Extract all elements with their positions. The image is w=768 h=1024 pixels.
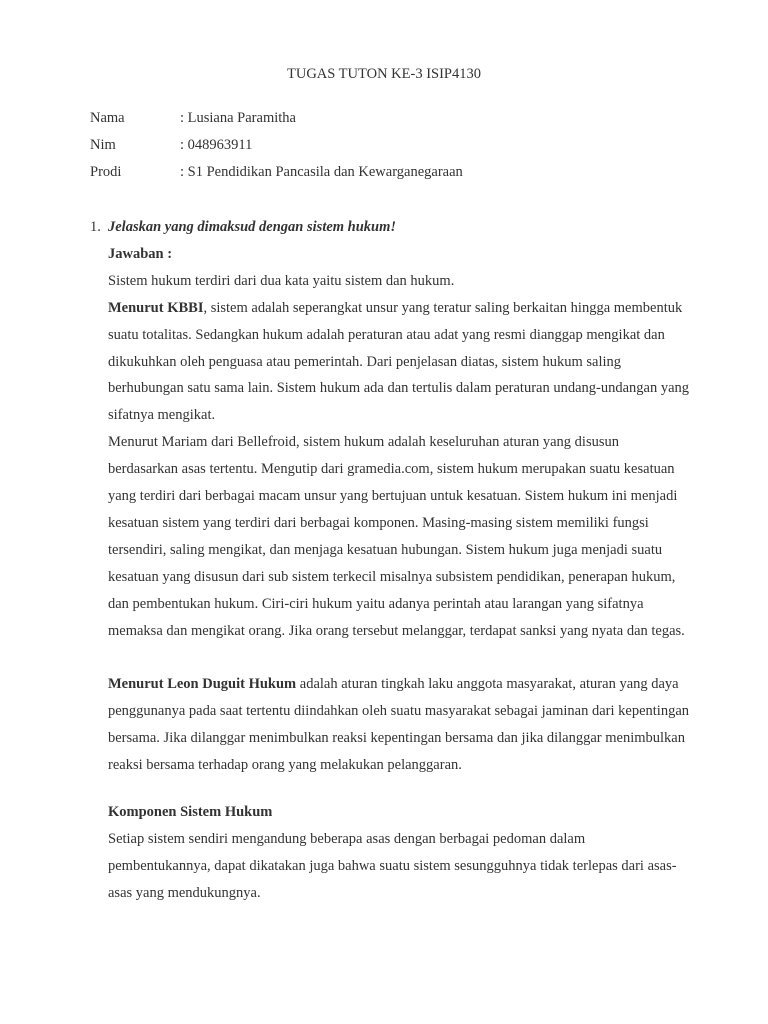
- paragraph-1: Sistem hukum terdiri dari dua kata yaitu sistem dan hukum.: [108, 272, 455, 289]
- question-text: Jelaskan yang dimaksud dengan sistem hukum!: [108, 219, 397, 235]
- question-number: 1.: [90, 219, 101, 235]
- question-row: [90, 214, 690, 241]
- info-value: : Lusiana Paramitha: [180, 110, 296, 126]
- info-row-name: [90, 108, 463, 135]
- info-value: : S1 Pendidikan Pancasila dan Kewarganegaraan: [180, 164, 463, 180]
- spacer: [108, 645, 690, 672]
- paragraph-3: Menurut Mariam dari Bellefroid, sistem hukum adalah keseluruhan aturan yang disusun berdasarkan asas tertentu. Mengutip dari gramedia.com, sistem hukum merupakan suatu kesatuan yang terdiri dari berbagai macam unsur yang bertujuan untuk kesatuan. Sistem hukum ini menjadi kesatuan sistem yang terdiri dari berbagai komponen. Masing-masing sistem memiliki fungsi tersendiri, saling mengikat, dan menjaga kesatuan hubungan. Sistem hukum juga menjadi suatu kesatuan yang disusun dari sub sistem terkecil misalnya subsistem pendidikan, penerapan hukum, dan pembentukan hukum. Ciri-ciri hukum yaitu adanya perintah atau larangan yang sifatnya memaksa dan mengikat orang. Jika orang tersebut melanggar, terdapat sanksi yang nyata dan tegas.: [108, 434, 685, 639]
- paragraph-5: Setiap sistem sendiri mengandung beberapa asas dengan berbagai pedoman dalam pembentukannya, dapat dikatakan juga bahwa suatu sistem sesungguhnya tidak terlepas dari asas-asas yang mendukungnya.: [108, 830, 677, 901]
- paragraph-4-lead: Menurut Leon Duguit Hukum: [108, 676, 297, 693]
- document-body: [90, 214, 690, 907]
- info-label: Nama: [90, 110, 125, 126]
- info-label: Prodi: [90, 164, 122, 180]
- answer-block: [108, 241, 690, 907]
- info-row-nim: [90, 135, 463, 162]
- spacer: [108, 779, 690, 799]
- info-label: Nim: [90, 137, 116, 153]
- paragraph-4-text: adalah aturan tingkah laku anggota masyarakat, aturan yang daya penggunanya pada saat tertentu diindahkan oleh suatu masyarakat sebagai jaminan dari kepentingan bersama. Jika dilanggar menimbulkan reaksi kepentingan bersama dan jika dilanggar menimbulkan reaksi bersama terhadap orang yang melakukan pelanggaran.: [108, 676, 689, 774]
- paragraph-2: [108, 295, 690, 430]
- section-heading: Komponen Sistem Hukum: [108, 804, 273, 821]
- info-row-prodi: [90, 162, 463, 189]
- info-value: : 048963911: [180, 137, 253, 153]
- document-title: TUGAS TUTON KE-3 ISIP4130: [286, 66, 481, 82]
- paragraph-4: [108, 671, 690, 779]
- student-info: [90, 108, 463, 189]
- answer-label: Jawaban :: [108, 245, 173, 262]
- paragraph-2-lead: Menurut KBBI: [108, 299, 204, 316]
- paragraph-2-text: , sistem adalah seperangkat unsur yang teratur saling berkaitan hingga membentuk suatu totalitas. Sedangkan hukum adalah peraturan atau adat yang resmi dianggap mengikat dan dikukuhkan oleh penguasa atau pemerintah. Dari penjelasan diatas, sistem hukum saling berhubungan satu sama lain. Sistem hukum ada dan tertulis dalam peraturan undang-undangan yang sifatnya mengikat.: [108, 299, 690, 424]
